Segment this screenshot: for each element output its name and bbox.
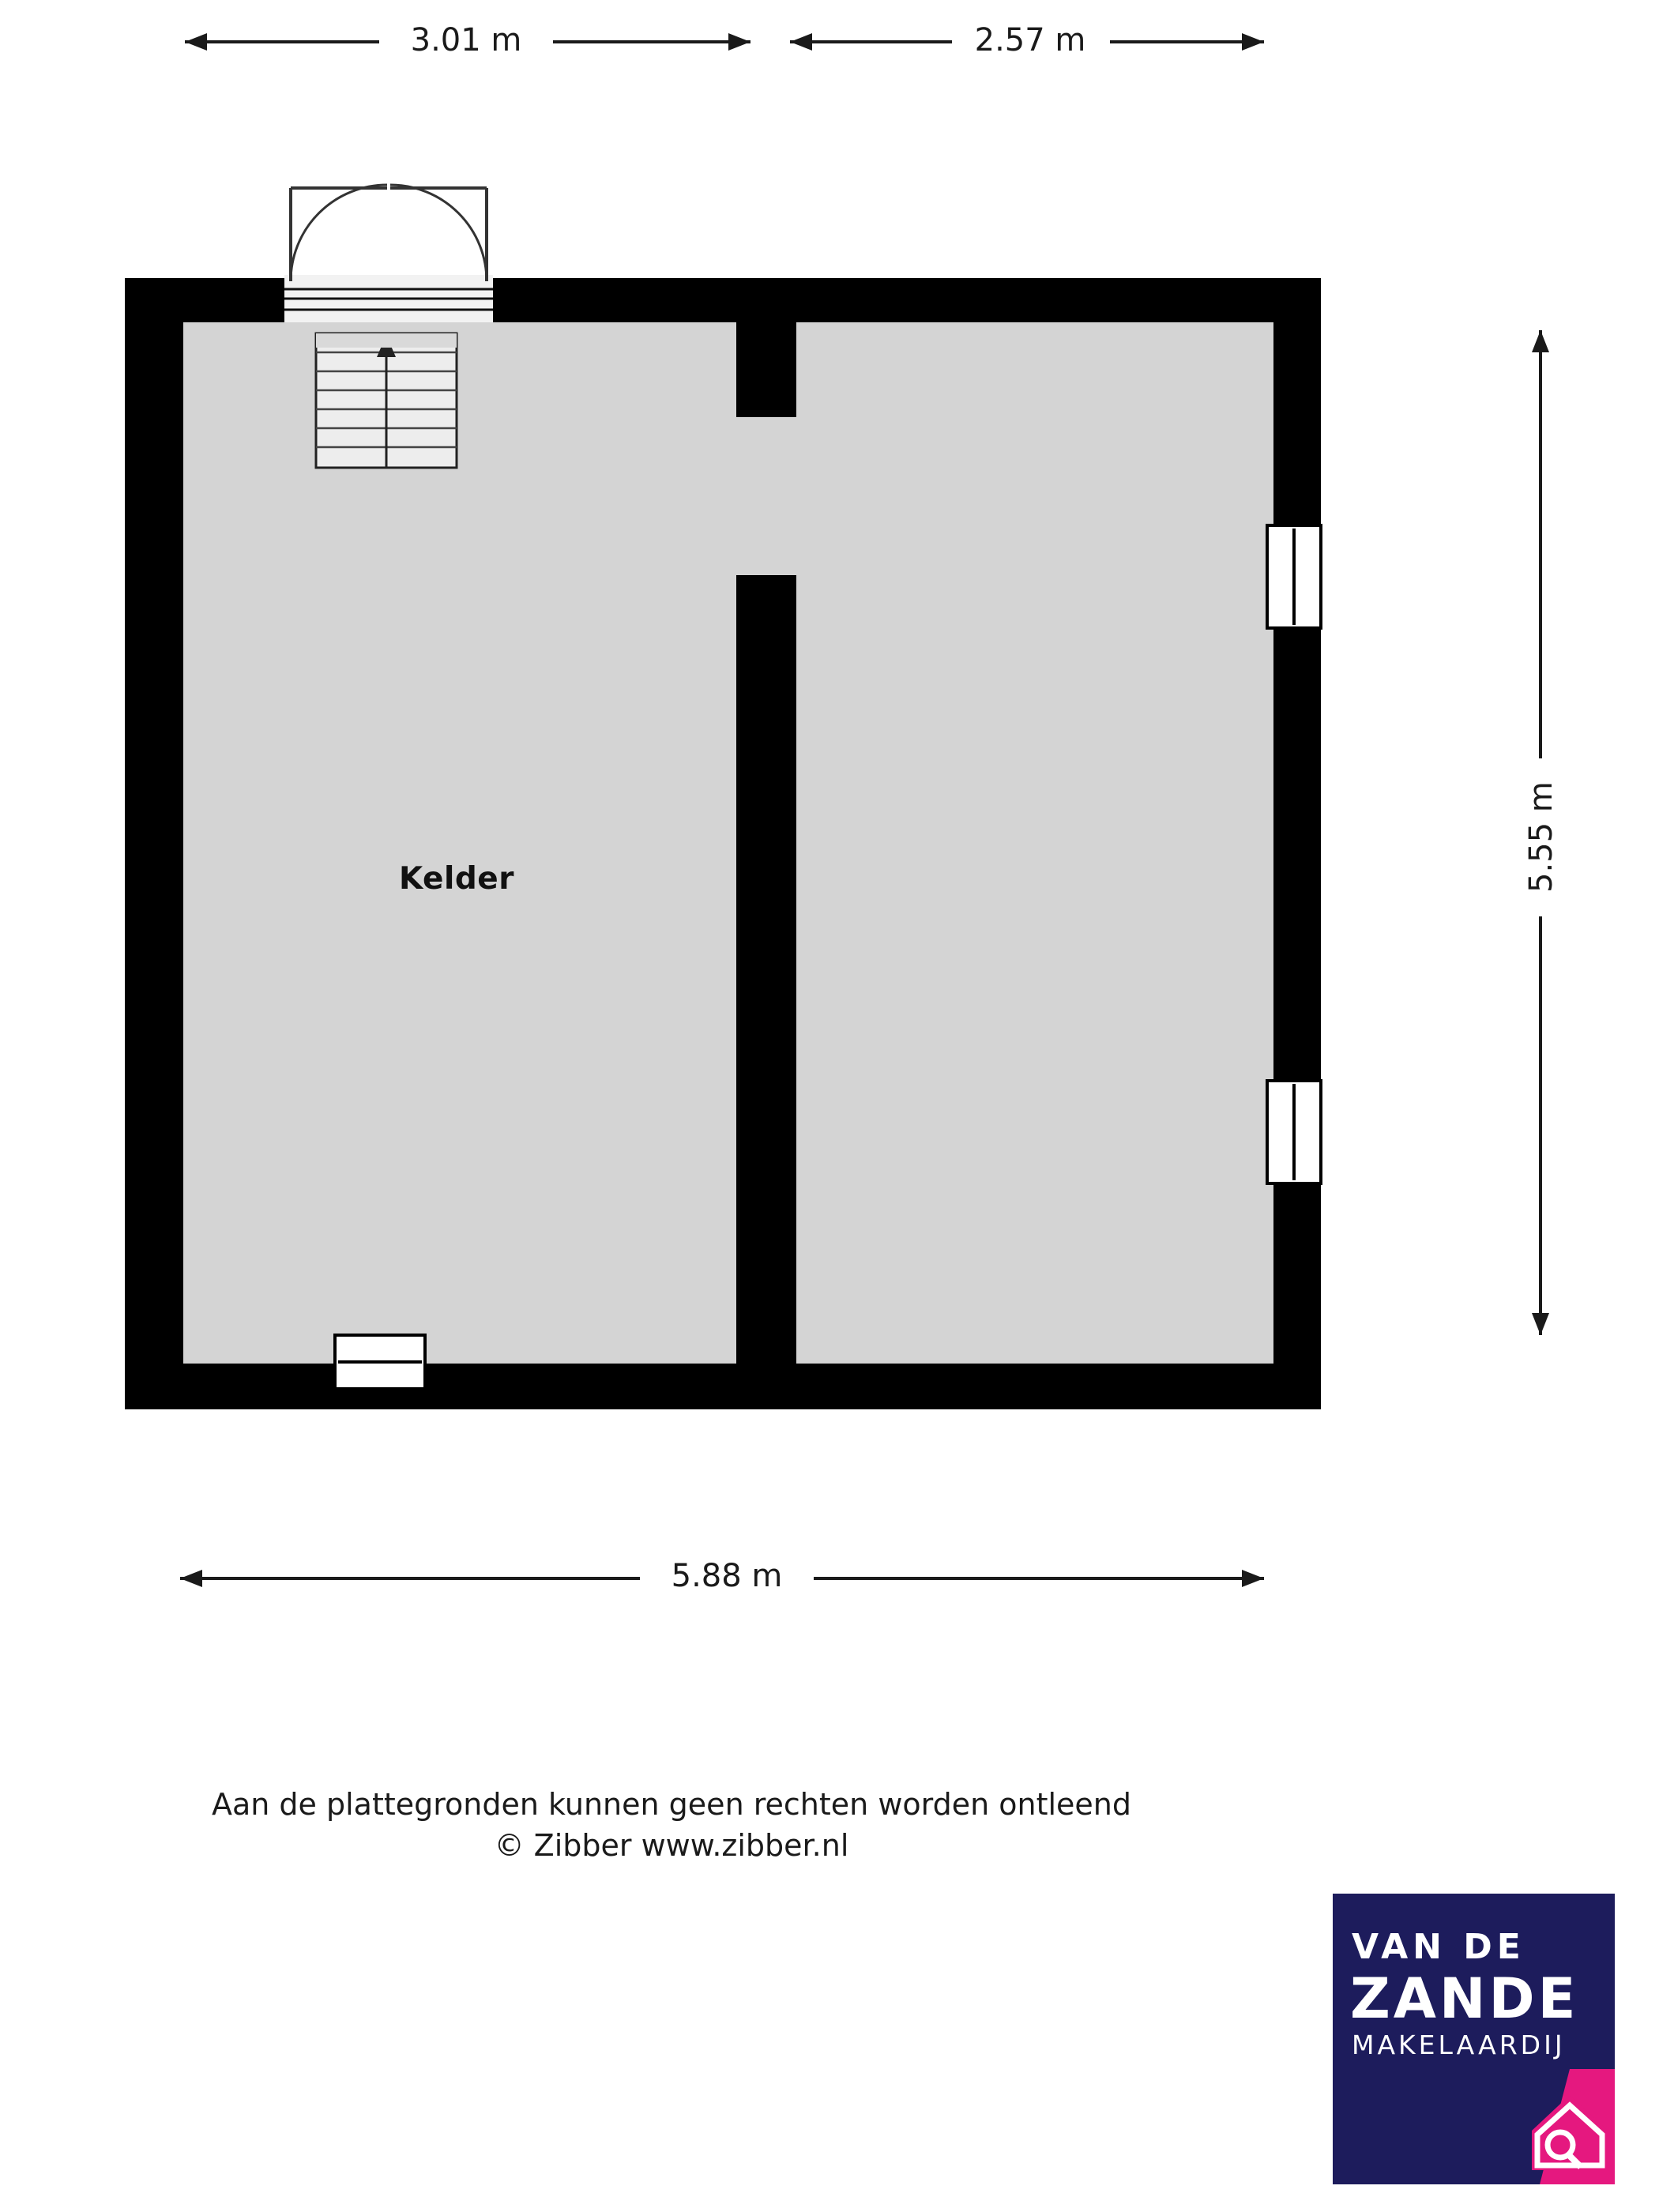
window-bottom — [335, 1335, 425, 1389]
room-label-kelder: Kelder — [399, 861, 514, 897]
window-right-lower — [1267, 1081, 1321, 1183]
logo-house-mark — [1333, 1894, 1615, 2184]
footer-copyright: © Zibber www.zibber.nl — [494, 1828, 849, 1863]
door-double-top — [284, 185, 493, 322]
dimension-label-right: 5.55 m — [1523, 781, 1559, 893]
logo-van-de-zande — [1333, 1894, 1615, 2184]
dimension-label-bottom: 5.88 m — [671, 1558, 783, 1594]
window-right-upper — [1267, 525, 1321, 628]
dimension-label-top-right: 2.57 m — [974, 22, 1086, 58]
logo-line-3: MAKELAARDIJ — [1352, 2030, 1566, 2060]
logo-line-1: VAN DE — [1352, 1927, 1525, 1967]
logo-line-2: ZANDE — [1350, 1966, 1579, 2031]
walls — [125, 278, 1321, 1409]
staircase — [316, 333, 457, 468]
dimension-label-top-left: 3.01 m — [410, 22, 522, 58]
footer-disclaimer: Aan de plattegronden kunnen geen rechten worden ontleend — [211, 1787, 1132, 1822]
